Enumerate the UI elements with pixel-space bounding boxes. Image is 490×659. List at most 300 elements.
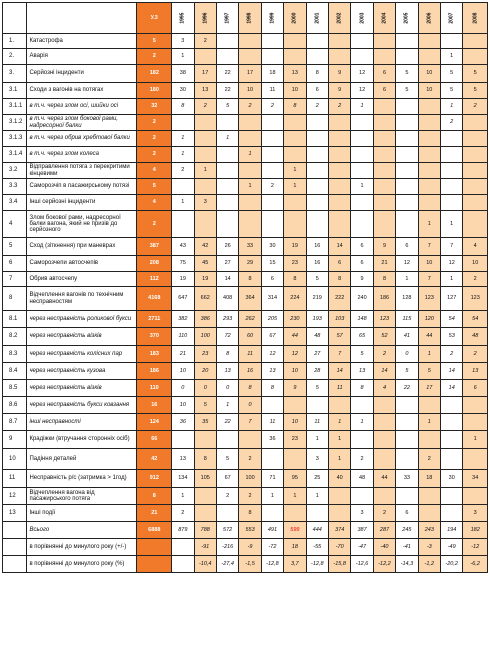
value-cell-2008: 2 [463,99,488,115]
value-cell-1999 [261,131,283,147]
summary-value-2006: 243 [418,522,440,539]
value-cell-2001: 2 [306,99,328,115]
value-cell-1997: 293 [216,311,238,328]
row-label: Серйозні інциденти [27,65,137,83]
value-cell-2004 [373,34,395,49]
header-year-1995 [172,3,194,34]
table-row [3,195,488,211]
summary-value-2000: 3,7 [284,556,306,573]
table-row [3,179,488,195]
value-cell-2004 [373,115,395,131]
summary-value-2002: -70 [328,539,350,556]
value-cell-2001 [306,147,328,163]
row-total: 5 [137,179,172,195]
row-label: через несправність візків [27,380,137,397]
value-cell-1996: 20 [194,363,216,380]
value-cell-2008: 6 [463,380,488,397]
value-cell-2000: 44 [284,328,306,346]
value-cell-1995: 43 [172,238,194,256]
value-cell-1999: 11 [261,414,283,431]
value-cell-2001: 25 [306,470,328,488]
value-cell-1997 [216,431,238,449]
value-cell-1999 [261,163,283,179]
summary-row [3,522,488,539]
row-number: 8.2 [3,328,27,346]
value-cell-2002: 11 [328,380,350,397]
value-cell-2008: 34 [463,470,488,488]
value-cell-1997: 22 [216,83,238,99]
summary-value-2000: 18 [284,539,306,556]
row-number: 3.4 [3,195,27,211]
value-cell-1997: 72 [216,328,238,346]
value-cell-1995: 1 [172,147,194,163]
value-cell-1998: 16 [239,363,261,380]
value-cell-1996: 105 [194,470,216,488]
summary-total [137,556,172,573]
row-number: 3.2 [3,163,27,179]
value-cell-2007: 12 [441,256,463,272]
header-year-1998 [239,3,261,34]
header-total: У.З [137,3,172,34]
value-cell-1999: 314 [261,287,283,311]
summary-value-2005: -14,3 [396,556,418,573]
value-cell-2007 [441,431,463,449]
value-cell-2006: 10 [418,65,440,83]
row-total: 21 [137,505,172,522]
value-cell-1996 [194,505,216,522]
value-cell-1996: 45 [194,256,216,272]
summary-value-2003: -12,6 [351,556,373,573]
value-cell-1999: 2 [261,179,283,195]
header-year-2005 [396,3,418,34]
table-row [3,449,488,470]
value-cell-2007 [441,505,463,522]
value-cell-2006: 7 [418,272,440,287]
value-cell-2007: 5 [441,83,463,99]
value-cell-2003: 1 [351,179,373,195]
value-cell-1998: 33 [239,238,261,256]
summary-value-1996: 788 [194,522,216,539]
value-cell-2007: 1 [441,49,463,65]
value-cell-2003 [351,147,373,163]
value-cell-2006 [418,147,440,163]
value-cell-2001 [306,211,328,238]
row-number: 8.6 [3,397,27,414]
value-cell-2006: 7 [418,238,440,256]
summary-value-2004: -12,2 [373,556,395,573]
value-cell-2006 [418,115,440,131]
value-cell-2004: 2 [373,346,395,363]
value-cell-1997 [216,179,238,195]
summary-num [3,556,27,573]
value-cell-1995: 0 [172,380,194,397]
value-cell-1997 [216,49,238,65]
value-cell-2006 [418,179,440,195]
row-number: 10 [3,449,27,470]
value-cell-2006: 2 [418,449,440,470]
summary-value-1997: 572 [216,522,238,539]
summary-value-2002: 374 [328,522,350,539]
value-cell-2008: 2 [463,272,488,287]
value-cell-2004 [373,195,395,211]
value-cell-2002 [328,131,350,147]
header-year-1997 [216,3,238,34]
value-cell-2005: 5 [396,363,418,380]
value-cell-2001: 5 [306,272,328,287]
row-label: Обрив автосчепу [27,272,137,287]
summary-value-1999: -12,8 [261,556,283,573]
row-label: Злом бокової рами, надресорної балки вагона, який не призів до серйозного [27,211,137,238]
table-row [3,470,488,488]
row-total: 2 [137,49,172,65]
value-cell-2002 [328,488,350,505]
value-cell-1998 [239,431,261,449]
value-cell-2006: 120 [418,311,440,328]
value-cell-2001: 6 [306,83,328,99]
value-cell-2007: 5 [441,65,463,83]
value-cell-2006: 10 [418,83,440,99]
value-cell-1995: 30 [172,83,194,99]
value-cell-2002: 6 [328,256,350,272]
header-label-cell [27,3,137,34]
summary-num [3,522,27,539]
value-cell-2006: 1 [418,346,440,363]
value-cell-1998: 8 [239,505,261,522]
value-cell-1999: 30 [261,238,283,256]
value-cell-1995: 19 [172,272,194,287]
row-total: 180 [137,83,172,99]
row-number: 3.1.4 [3,147,27,163]
value-cell-2002 [328,397,350,414]
value-cell-1998: 8 [239,272,261,287]
value-cell-1997: 5 [216,449,238,470]
row-total: 2 [137,115,172,131]
value-cell-2001 [306,179,328,195]
value-cell-1995: 21 [172,346,194,363]
value-cell-2002 [328,147,350,163]
header-year-2003 [351,3,373,34]
value-cell-2004: 44 [373,470,395,488]
value-cell-1995 [172,431,194,449]
value-cell-2006 [418,131,440,147]
value-cell-2003: 65 [351,328,373,346]
row-number: 7 [3,272,27,287]
table-row [3,488,488,505]
value-cell-2008 [463,49,488,65]
header-year-2004 [373,3,395,34]
header-year-2008 [463,3,488,34]
value-cell-2002: 8 [328,272,350,287]
value-cell-1998: 1 [239,147,261,163]
value-cell-1996 [194,488,216,505]
value-cell-1999: 67 [261,328,283,346]
value-cell-2004: 6 [373,65,395,83]
value-cell-2000: 23 [284,256,306,272]
value-cell-1997: 26 [216,238,238,256]
summary-label: Всього [27,522,137,539]
value-cell-1999: 15 [261,256,283,272]
table-row [3,131,488,147]
table-row [3,34,488,49]
value-cell-2000 [284,147,306,163]
value-cell-1995: 38 [172,65,194,83]
value-cell-2001 [306,195,328,211]
table-row [3,147,488,163]
value-cell-2000: 8 [284,272,306,287]
table-row [3,115,488,131]
value-cell-1998: 8 [239,380,261,397]
row-number: 3.1.3 [3,131,27,147]
value-cell-2006 [418,488,440,505]
value-cell-2003 [351,131,373,147]
value-cell-2005: 115 [396,311,418,328]
value-cell-2000: 10 [284,363,306,380]
value-cell-2000 [284,449,306,470]
value-cell-2000: 1 [284,163,306,179]
row-total: 8 [137,488,172,505]
value-cell-2003 [351,49,373,65]
value-cell-2006 [418,34,440,49]
value-cell-1999 [261,34,283,49]
summary-value-2002: -15,8 [328,556,350,573]
table-row [3,99,488,115]
value-cell-2006: 18 [418,470,440,488]
row-total: 183 [137,346,172,363]
header-year-2000 [284,3,306,34]
value-cell-2008 [463,131,488,147]
value-cell-2003: 5 [351,346,373,363]
value-cell-2001: 219 [306,287,328,311]
value-cell-1997 [216,505,238,522]
value-cell-2005 [396,488,418,505]
value-cell-1995: 10 [172,363,194,380]
value-cell-2006: 10 [418,256,440,272]
table-row [3,256,488,272]
row-number: 3.1.1 [3,99,27,115]
value-cell-1998: 60 [239,328,261,346]
value-cell-2002 [328,179,350,195]
value-cell-2005 [396,99,418,115]
value-cell-1997: 408 [216,287,238,311]
value-cell-1995: 1 [172,49,194,65]
summary-value-1997: -27,4 [216,556,238,573]
value-cell-1999 [261,195,283,211]
row-label: інші несправності [27,414,137,431]
value-cell-2008: 13 [463,363,488,380]
summary-value-1995 [172,556,194,573]
value-cell-1995: 2 [172,505,194,522]
value-cell-1996 [194,49,216,65]
row-number: 3.1.2 [3,115,27,131]
value-cell-1996 [194,431,216,449]
value-cell-2001 [306,34,328,49]
value-cell-1998: 100 [239,470,261,488]
value-cell-2005 [396,115,418,131]
value-cell-1995 [172,115,194,131]
value-cell-2000: 1 [284,488,306,505]
value-cell-2003 [351,488,373,505]
value-cell-2002: 2 [328,99,350,115]
value-cell-2003: 148 [351,311,373,328]
value-cell-2000: 23 [284,431,306,449]
value-cell-1995: 382 [172,311,194,328]
year-label: 2004 [381,12,388,24]
value-cell-1998: 11 [239,346,261,363]
value-cell-1999: 11 [261,83,283,99]
value-cell-1999: 12 [261,346,283,363]
row-label: Падіння деталей [27,449,137,470]
value-cell-2003: 12 [351,83,373,99]
value-cell-1997: 22 [216,65,238,83]
row-total: 66 [137,431,172,449]
value-cell-2004 [373,488,395,505]
value-cell-1997: 8 [216,346,238,363]
summary-value-1996: -91 [194,539,216,556]
value-cell-2000: 10 [284,414,306,431]
row-label: Сход (зіткнення) при маневрах [27,238,137,256]
value-cell-2002: 14 [328,238,350,256]
row-label: через несправність букси ковзання [27,397,137,414]
table-row [3,414,488,431]
value-cell-1995: 647 [172,287,194,311]
summary-value-2003: 387 [351,522,373,539]
header-row [3,3,488,34]
value-cell-1995: 134 [172,470,194,488]
year-label: 2001 [314,12,321,24]
summary-value-2004: -40 [373,539,395,556]
value-cell-2004 [373,179,395,195]
value-cell-2008: 48 [463,328,488,346]
value-cell-1995: 36 [172,414,194,431]
value-cell-2005: 12 [396,256,418,272]
value-cell-2008 [463,195,488,211]
year-label: 2008 [472,12,479,24]
value-cell-1996: 19 [194,272,216,287]
row-label: через несправність колісних пар [27,346,137,363]
row-label: Крадіжки (втручання сторонніх осіб) [27,431,137,449]
value-cell-1998: 7 [239,414,261,431]
summary-value-1997: -216 [216,539,238,556]
value-cell-2002: 1 [328,431,350,449]
table-row [3,83,488,99]
value-cell-2006 [418,99,440,115]
value-cell-2000 [284,131,306,147]
header-num-cell [3,3,27,34]
value-cell-2005 [396,211,418,238]
value-cell-2007: 7 [441,238,463,256]
statistics-table-container [2,2,488,657]
value-cell-1999 [261,449,283,470]
value-cell-2000 [284,505,306,522]
value-cell-1995: 1 [172,195,194,211]
summary-total [137,539,172,556]
summary-label: в порівнянні до минулого року (%) [27,556,137,573]
summary-num [3,539,27,556]
value-cell-2007 [441,397,463,414]
row-label: через несправність візків [27,328,137,346]
value-cell-2005: 5 [396,65,418,83]
value-cell-2001: 1 [306,431,328,449]
value-cell-2002 [328,195,350,211]
value-cell-2006: 123 [418,287,440,311]
value-cell-2001: 3 [306,449,328,470]
value-cell-2007 [441,449,463,470]
value-cell-2007: 30 [441,470,463,488]
table-row [3,431,488,449]
row-number: 8.7 [3,414,27,431]
value-cell-2004: 6 [373,83,395,99]
value-cell-2007: 2 [441,115,463,131]
table-row [3,211,488,238]
value-cell-1996: 35 [194,414,216,431]
value-cell-2001 [306,49,328,65]
value-cell-2001: 11 [306,414,328,431]
value-cell-2006: 17 [418,380,440,397]
summary-value-1998: 553 [239,522,261,539]
value-cell-2002: 14 [328,363,350,380]
value-cell-2002: 1 [328,414,350,431]
value-cell-1999: 36 [261,431,283,449]
value-cell-2007: 54 [441,311,463,328]
value-cell-1996: 8 [194,449,216,470]
summary-value-2004: 287 [373,522,395,539]
value-cell-1998: 17 [239,65,261,83]
row-total: 4168 [137,287,172,311]
value-cell-2003: 6 [351,256,373,272]
value-cell-1995: 8 [172,99,194,115]
value-cell-2000: 1 [284,179,306,195]
value-cell-2004 [373,397,395,414]
year-label: 1997 [224,12,231,24]
value-cell-1998: 0 [239,397,261,414]
value-cell-2002: 222 [328,287,350,311]
value-cell-2008 [463,115,488,131]
value-cell-1996: 1 [194,163,216,179]
value-cell-2003: 3 [351,505,373,522]
value-cell-2002: 9 [328,83,350,99]
summary-value-2005: 245 [396,522,418,539]
summary-value-2007: -20,2 [441,556,463,573]
row-number: 13 [3,505,27,522]
row-label: в т.ч. через злом колеса [27,147,137,163]
summary-value-1999: 491 [261,522,283,539]
value-cell-1995: 2 [172,163,194,179]
value-cell-1996: 0 [194,380,216,397]
row-label: Відправлення потяга з перекритими кінцевими [27,163,137,179]
value-cell-2001 [306,505,328,522]
value-cell-1996 [194,147,216,163]
value-cell-2007 [441,195,463,211]
value-cell-1997 [216,195,238,211]
header-year-2001 [306,3,328,34]
value-cell-1997 [216,34,238,49]
summary-row [3,556,488,573]
value-cell-2003 [351,211,373,238]
value-cell-2007 [441,488,463,505]
value-cell-1995 [172,179,194,195]
value-cell-1999 [261,115,283,131]
value-cell-2007 [441,147,463,163]
row-label: в т.ч. через злом осі, шийки осі [27,99,137,115]
value-cell-2001: 193 [306,311,328,328]
table-row [3,49,488,65]
table-row [3,328,488,346]
value-cell-2005: 22 [396,380,418,397]
row-total: 912 [137,470,172,488]
value-cell-2008 [463,179,488,195]
value-cell-1996 [194,179,216,195]
value-cell-2008: 5 [463,83,488,99]
